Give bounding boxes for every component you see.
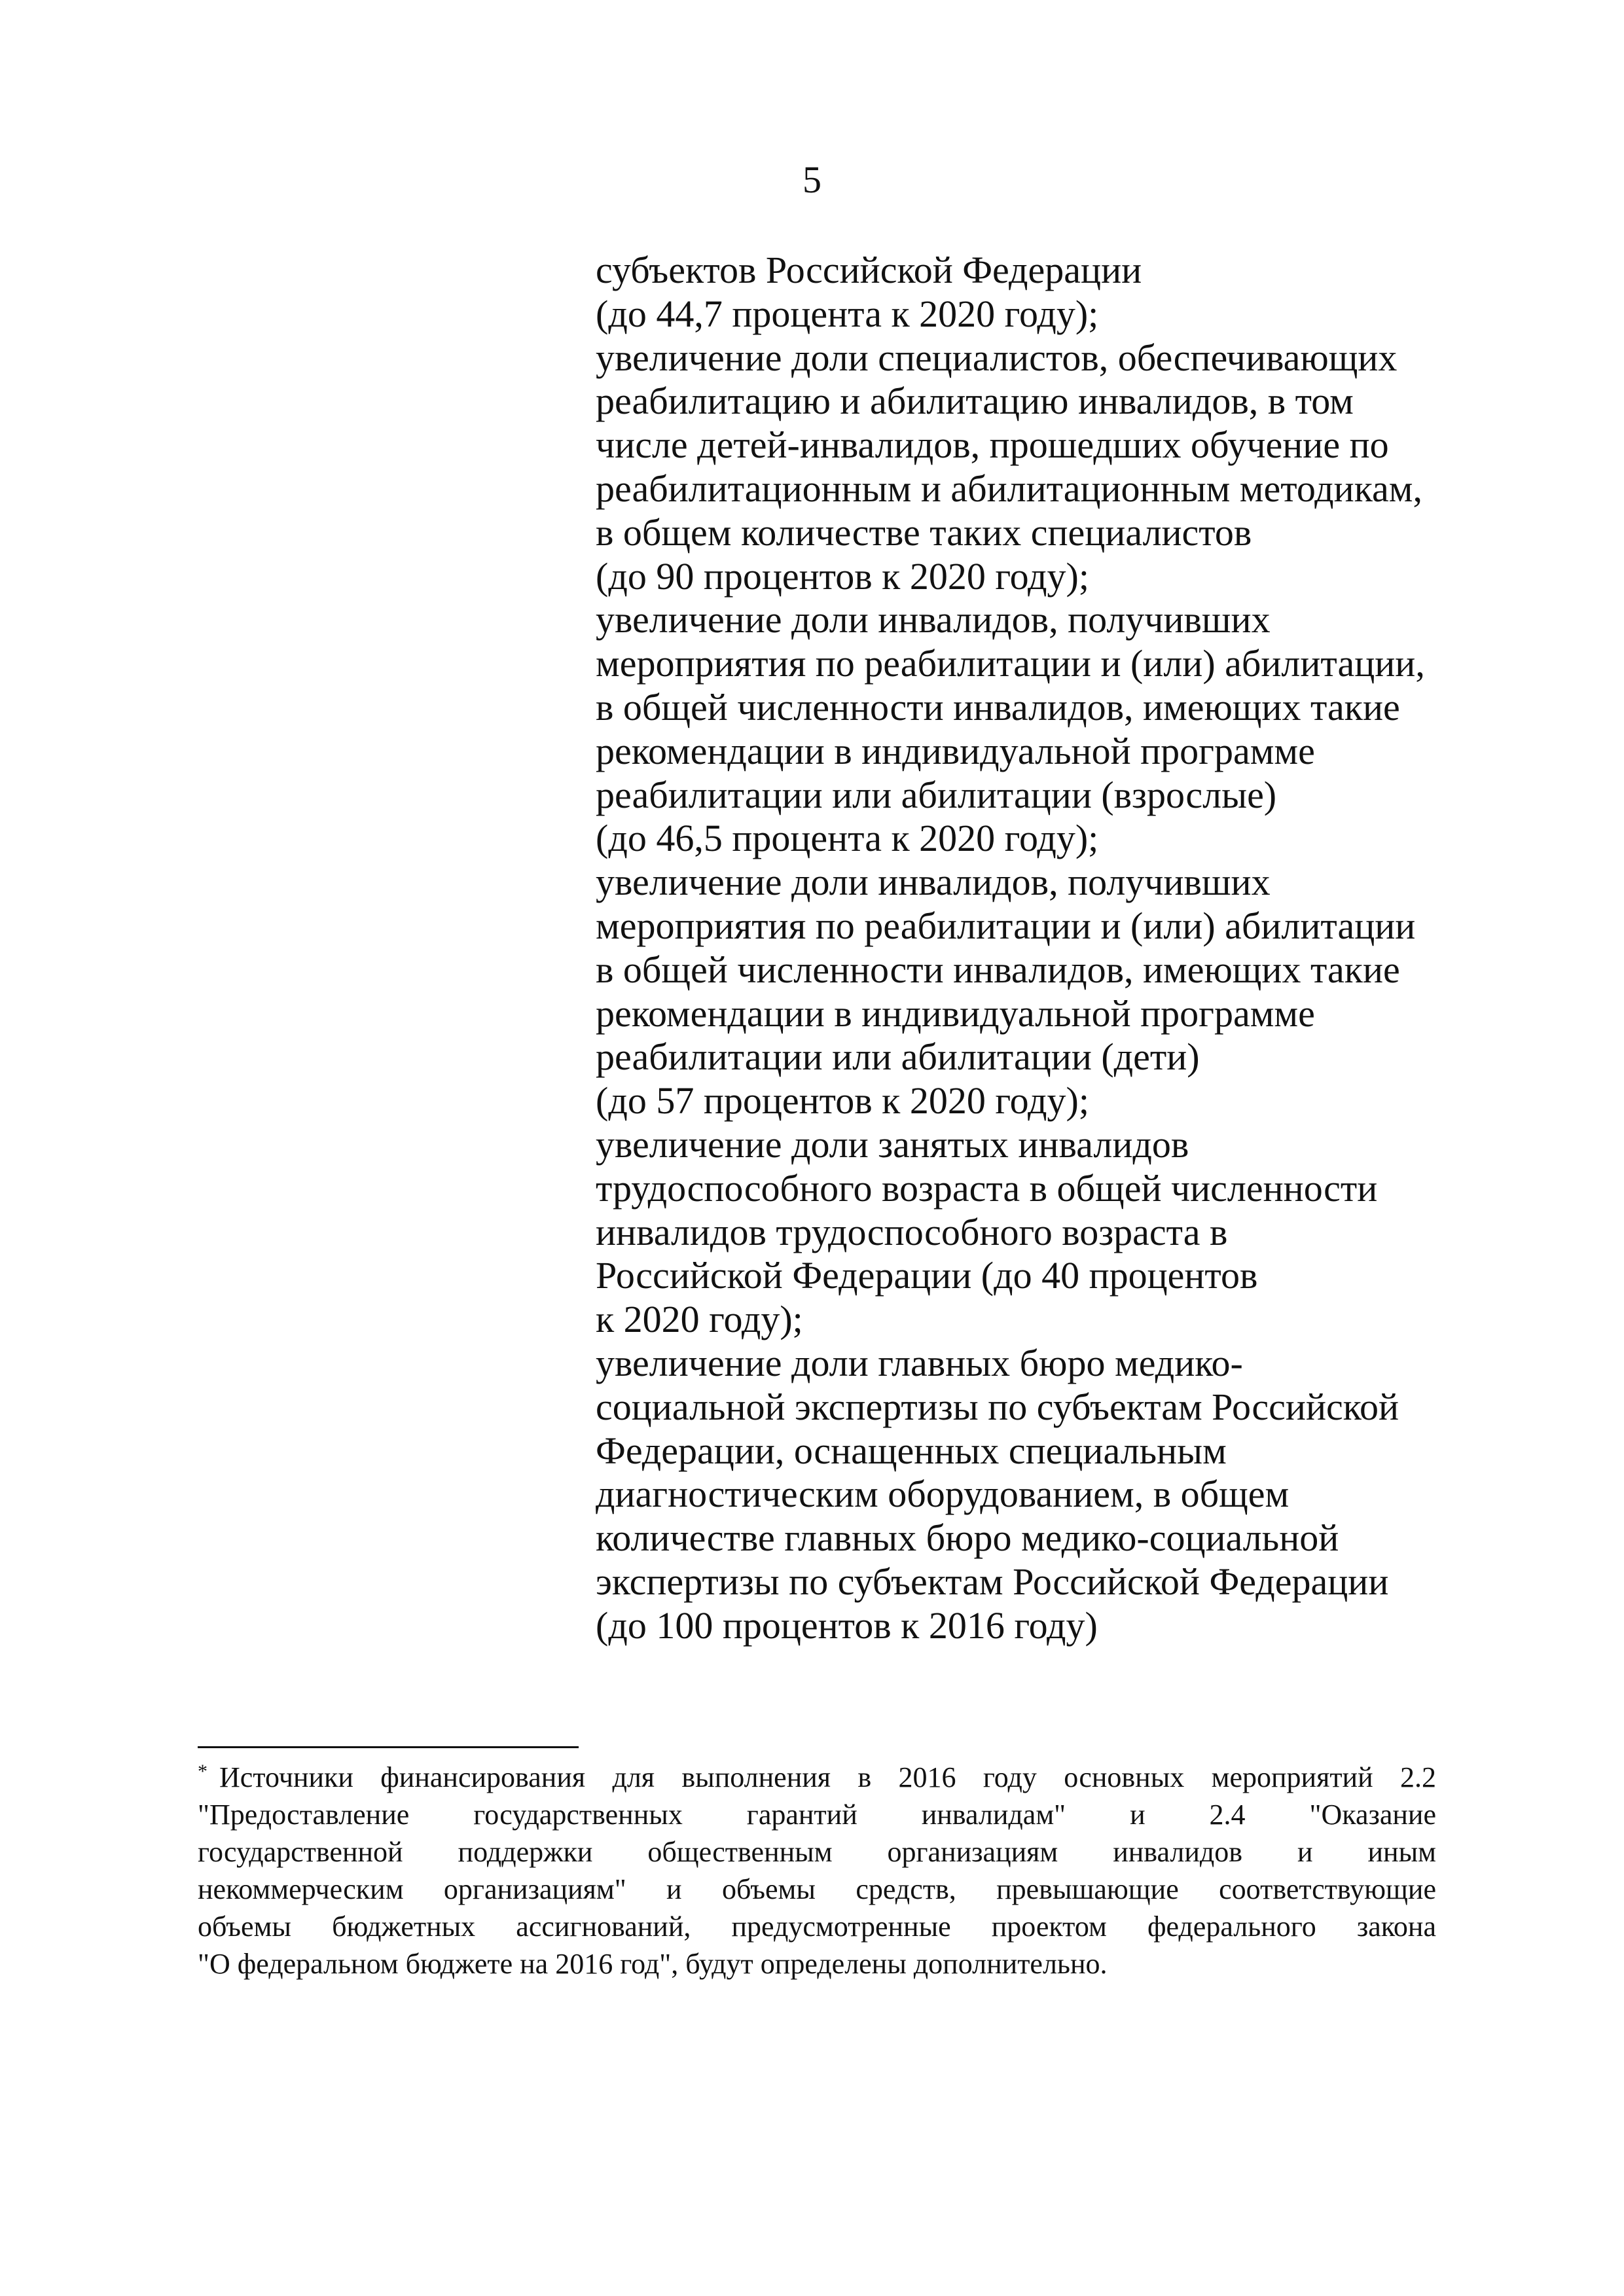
text-line: к 2020 году); [596,1298,803,1341]
text-line: увеличение доли инвалидов, получивших [596,861,1271,904]
text-line: Федерации, оснащенных специальным [596,1429,1227,1472]
text-line: увеличение доли специалистов, обеспечивающих [596,336,1398,379]
footnote-line [198,1753,1436,1796]
main-text-block [596,249,1512,1648]
text-line: (до 57 процентов к 2020 году); [596,1079,1089,1122]
text-line: в общей численности инвалидов, имеющих такие [596,685,1400,728]
text-line: (до 90 процентов к 2020 году); [596,554,1089,598]
footnote-line: некоммерческим организациям" и объемы средств, превышающие соответствующие [198,1873,1436,1905]
text-line: мероприятия по реабилитации и (или) абилитации [596,904,1416,947]
text-line: рекомендации в индивидуальной программе [596,729,1315,772]
text-line: субъектов Российской Федерации [596,249,1142,291]
footnote-text: Источники финансирования для выполнения в 2016 году основных мероприятий 2.2 [219,1761,1436,1793]
footnote [198,1753,1436,1982]
text-line: (до 100 процентов к 2016 году) [596,1604,1098,1647]
text-line: рекомендации в индивидуальной программе [596,992,1315,1035]
text-line: трудоспособного возраста в общей численности [596,1166,1378,1210]
footnote-marker: * [198,1761,208,1782]
text-line: увеличение доли главных бюро медико- [596,1341,1243,1384]
text-line: экспертизы по субъектам Российской Федерации [596,1560,1389,1603]
text-line: увеличение доли занятых инвалидов [596,1122,1189,1166]
footnote-line: объемы бюджетных ассигнований, предусмотренные проектом федерального закона [198,1910,1436,1943]
text-line: в общей численности инвалидов, имеющих такие [596,948,1400,991]
footnote-line: "О федеральном бюджете на 2016 год", будут определены дополнительно. [198,1948,1108,1980]
text-line: в общем количестве таких специалистов [596,511,1252,554]
text-line: реабилитации или абилитации (дети) [596,1035,1200,1079]
text-line: числе детей-инвалидов, прошедших обучение по [596,423,1389,467]
text-line: инвалидов трудоспособного возраста в [596,1210,1228,1253]
text-line: (до 44,7 процента к 2020 году); [596,292,1099,335]
text-line: мероприятия по реабилитации и (или) абилитации, [596,642,1425,685]
text-line: количестве главных бюро медико-социальной [596,1516,1339,1560]
text-line: увеличение доли инвалидов, получивших [596,598,1271,641]
text-line: реабилитацию и абилитацию инвалидов, в том [596,380,1354,423]
text-line: (до 46,5 процента к 2020 году); [596,817,1099,860]
footnote-line: государственной поддержки общественным организациям инвалидов и иным [198,1836,1436,1868]
text-line: реабилитации или абилитации (взрослые) [596,773,1277,816]
text-line: Российской Федерации (до 40 процентов [596,1254,1258,1297]
text-line: реабилитационным и абилитационным методикам, [596,467,1422,510]
footnote-separator [198,1746,579,1748]
page-number: 5 [803,158,821,201]
footnote-line: "Предоставление государственных гарантий инвалидам" и 2.4 "Оказание [198,1799,1436,1831]
text-line: социальной экспертизы по субъектам Российской [596,1385,1399,1428]
text-line: диагностическим оборудованием, в общем [596,1473,1290,1516]
